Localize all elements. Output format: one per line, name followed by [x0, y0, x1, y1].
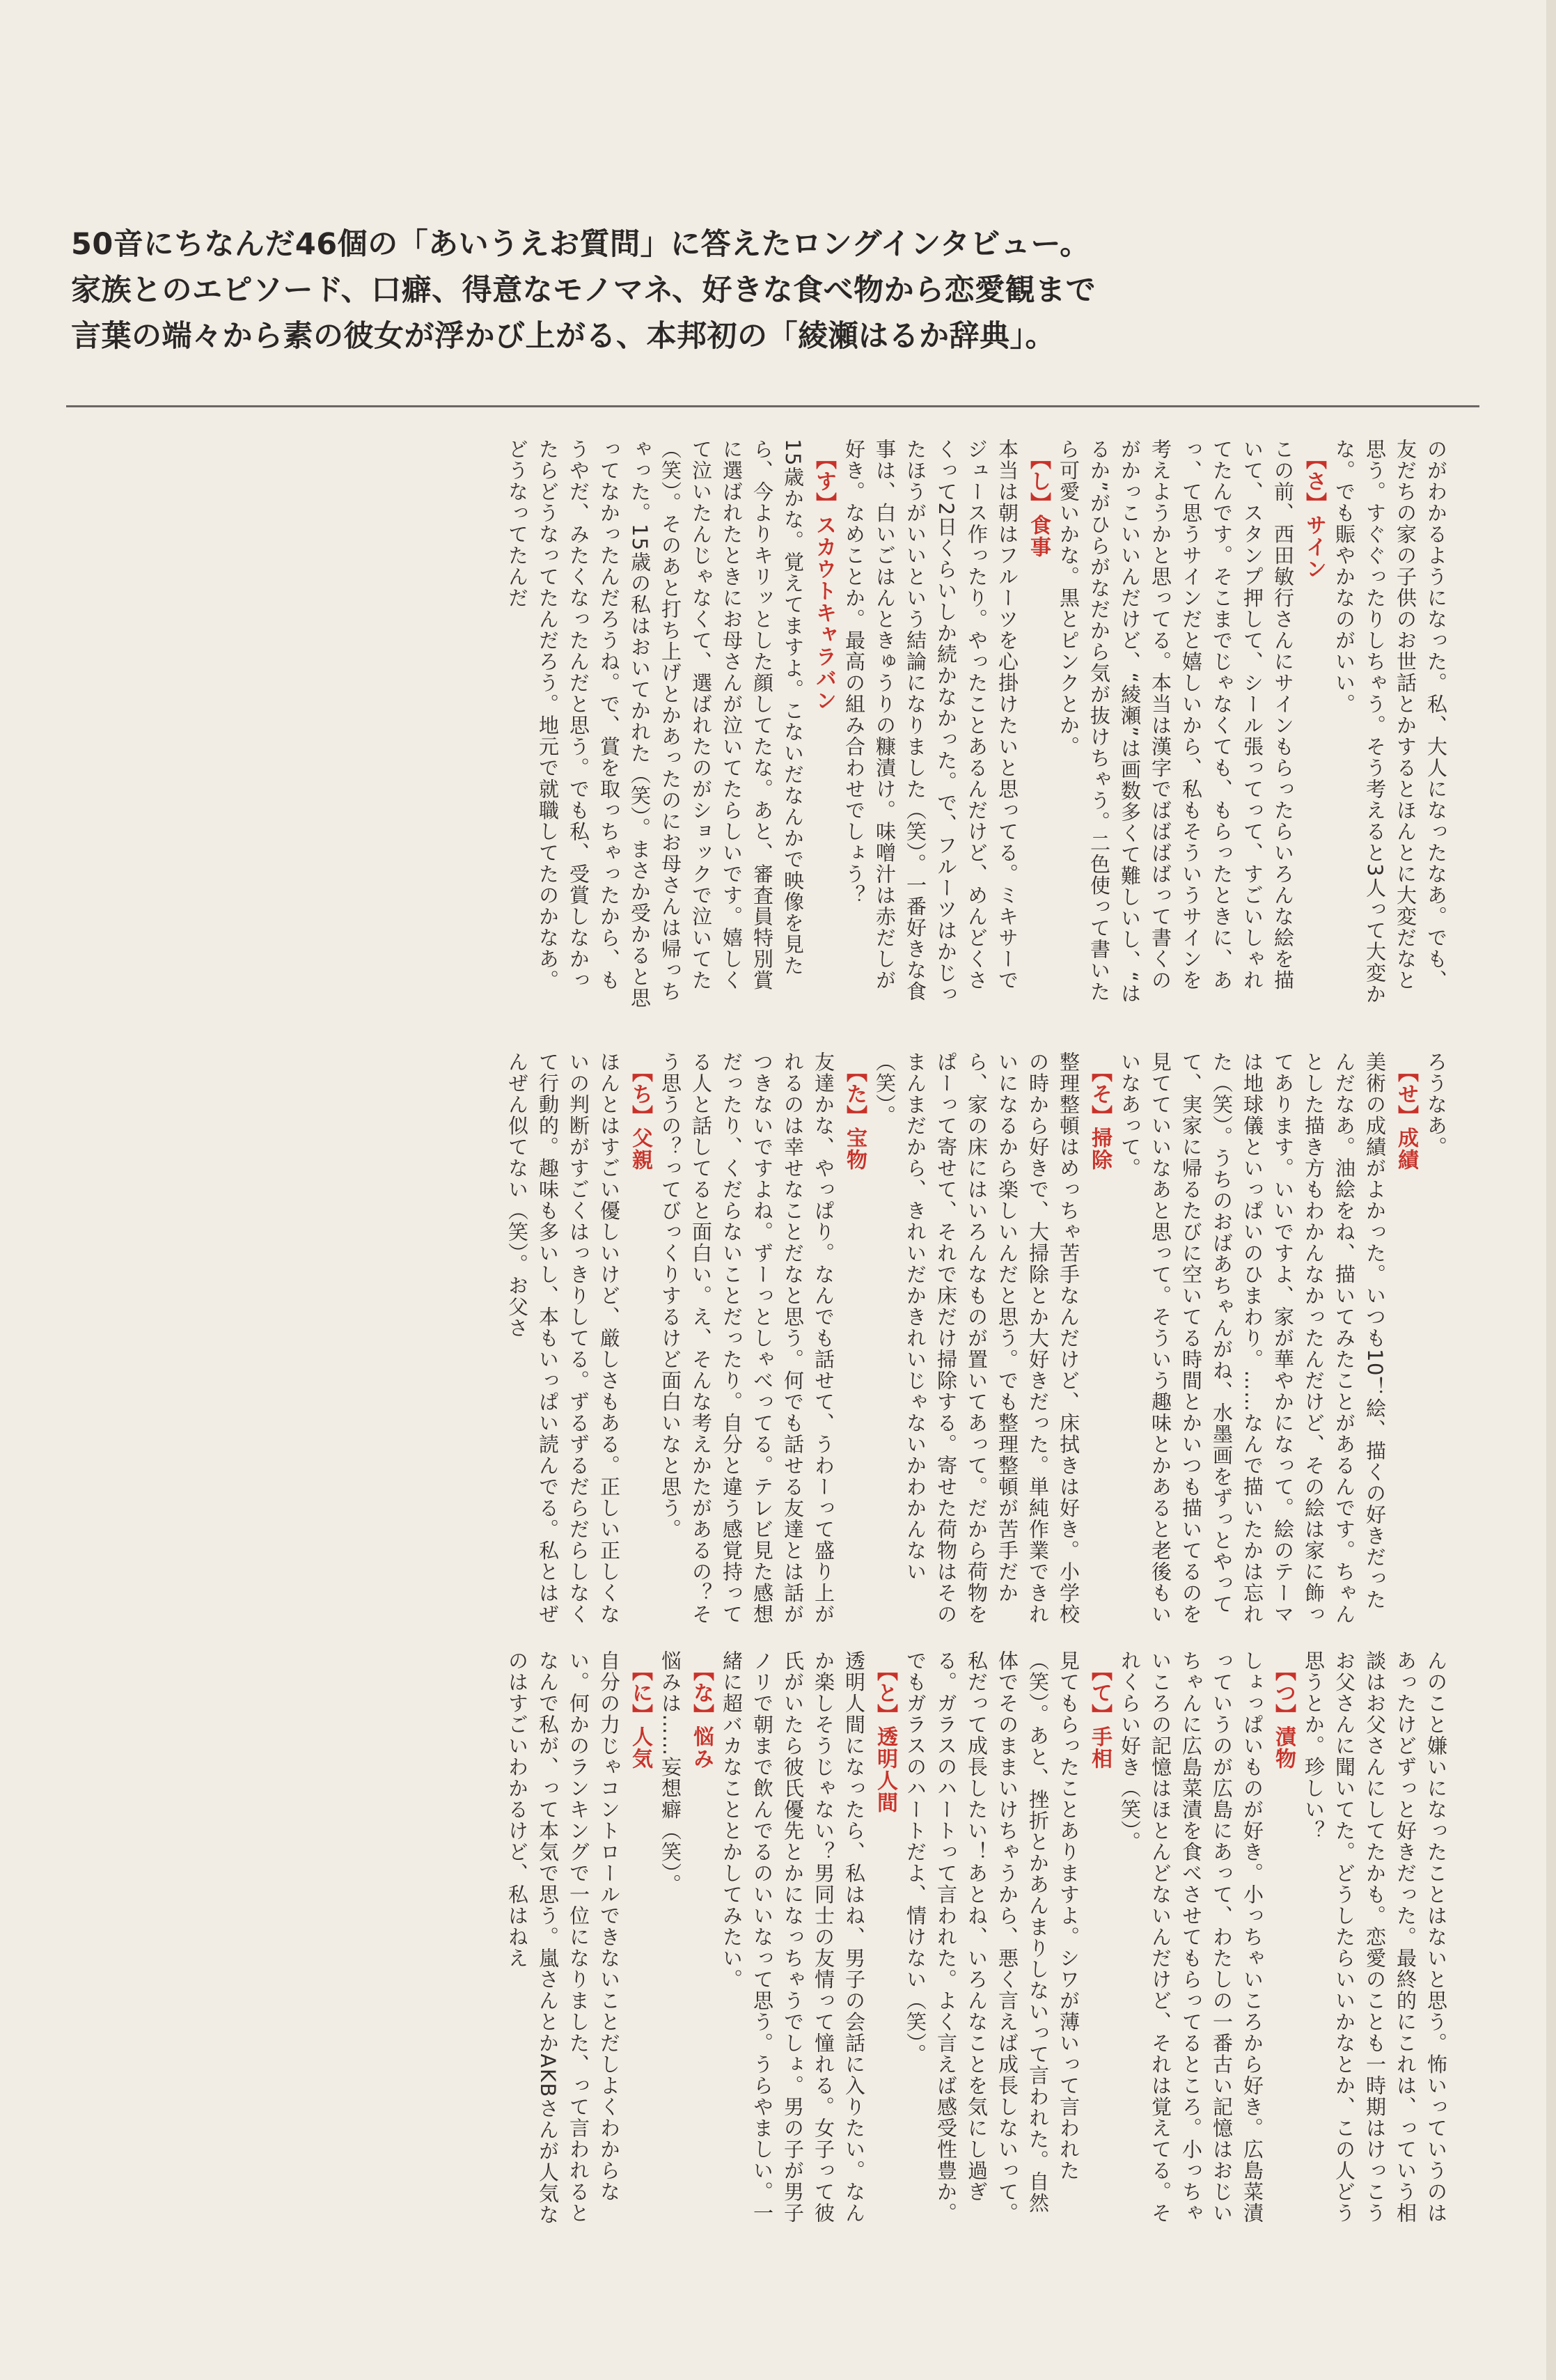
- intro-line-3: 言葉の端々から素の彼女が浮かび上がる、本邦初の「綾瀬はるか辞典」。: [71, 319, 1055, 354]
- entry-tsu-pickles: [1115, 1650, 1298, 2228]
- entry-so-cleaning: [870, 1051, 1115, 1629]
- entry-heading: 【つ】漬物: [1271, 1660, 1296, 1770]
- entry-heading: 【と】透明人間: [873, 1660, 897, 1814]
- entry-ni-popularity: [502, 1650, 655, 2228]
- entry-heading: 【な】悩み: [689, 1660, 714, 1770]
- entry-body: んのこと嫌いになったことはないと思う。怖いっていうのはあったけどずっと好きだった。最終的にこれは、っていう相談はお父さんにしてたかも。恋愛のことも一時期はけっこうお父さんに聞いてた。どうしたらいいかなとか、この人どう思うとか。珍しい？: [1302, 1650, 1448, 2224]
- entry-su-scout-caravan: [502, 439, 839, 1010]
- entry-body: 整理整頓はめっちゃ苦手なんだけど、床拭きは好き。小学校の時から好きで、大掃除とか大好きだった。単純作業できれいになるから楽しいんだと思う。でも整理整頓が苦手だから、家の床にはいろんなものが置いてあって。だから荷物をぱーって寄せて、それで床だけ掃除する。寄せた荷物はそのまんまだから、きれいだかきれいじゃないかわかんない（笑）。: [873, 1051, 1080, 1625]
- entry-continuation: [1298, 1650, 1452, 2228]
- text-tier-1: [66, 439, 1452, 1010]
- entry-body: ろうなあ。: [1424, 1051, 1448, 1158]
- entry-heading: 【す】スカウトキャラバン: [812, 448, 836, 712]
- entry-continuation: [1421, 1051, 1452, 1629]
- intro-block: [71, 221, 1484, 359]
- entry-body: 美術の成績がよかった。いつも10！絵、描くの好きだったんだなあ。油絵をね、描いてみたことがあるんです。ちゃんとした描き方もわかんなかったんだけど、その絵は家に飾ってあります。いいですよ、家が華やかになって。絵のテーマは地球儀といっぱいのひまわり。……なんで描いたかは忘れた（笑）。うちのおばあちゃんがね、水墨画をずっとやってて、実家に帰るたびに空いてる時間とかいつも描いてるのを見てていいなあと思って。そういう趣味とかあると老後もいいなあって。: [1118, 1051, 1387, 1625]
- entry-body: 本当は朝はフルーツを心掛けたいと思ってる。ミキサーでジュース作ったり。やったことあるんだけど、めんどくさくって2日くらいしか続かなかった。で、フルーツはかじったほうがいいという結論になりました（笑）。一番好きな食事は、白いごはんときゅうりの糠漬け。味噌汁は赤だしが好き。なめことか。最高の組み合わせでしょう？: [842, 439, 1019, 1005]
- text-tier-3: [66, 1650, 1452, 2228]
- entry-chi-father: [502, 1051, 655, 1629]
- entry-heading: 【ち】父親: [628, 1061, 652, 1171]
- entry-sa-sign: [1053, 439, 1329, 1010]
- entry-body: 透明人間になったら、私はね、男子の会話に入りたい。なんか楽しそうじゃない？男同士の友情って憧れる。女子って彼氏がいたら彼氏優先とかになっちゃうでしょ。男の子が男子ノリで朝まで飲んでるのいいなって思う。うらやましい。一緒に超バカなこととかしてみたい。: [720, 1650, 866, 2224]
- entry-se-grades: [1115, 1051, 1421, 1629]
- entry-body: のがわかるようになった。私、大人になったなあ。でも、友だちの家の子供のお世話とかするとほんとに大変だなと思う。すぐぐったりしちゃう。そう考えると3人って大変かな。でも賑やかなのがいい。: [1333, 439, 1448, 1005]
- entry-te-palm: [900, 1650, 1115, 2228]
- intro-line-2: 家族とのエピソード、口癖、得意なモノマネ、好きな食べ物から恋愛観まで: [71, 273, 1097, 308]
- text-tier-2: [66, 1051, 1452, 1629]
- entry-body: この前、西田敏行さんにサインもらったらいろんな絵を描いて、スタンプ押して、シール張ってって、すごいしゃれてたんです。そこまでじゃなくても、もらったときに、あっ、て思うサインだと嬉しいから、私もそういうサインを考えようかと思ってる。本当は漢字でばばばばって書くのがかっこいいんだけど、“綾瀬”は画数多くて難しいし、“はるか”がひらがなだから気が抜けちゃう。二色使って書いたら可愛いかな。黒とピンクとか。: [1057, 439, 1295, 1005]
- intro-line-1: 50音にちなんだ46個の「あいうえお質問」に答えたロングインタビュー。: [71, 227, 1090, 262]
- entry-body: 15歳かな。覚えてますよ。こないだなんかで映像を見たら、今よりキリッとした顔してたな。あと、審査員特別賞に選ばれたときにお母さんが泣いてたらしいです。嬉しくて泣いたんじゃなくて、選ばれたのがショックで泣いてた（笑）。そのあと打ち上げとかあったのにお母さんは帰っちゃった。15歳の私はおいてかれた（笑）。まさか受かると思ってなかったんだろうね。で、賞を取っちゃったから、もうやだ、みたくなったんだと思う。でも私、受賞しなかったらどうなってたんだろう。地元で就職してたのかなあ。どうなってたんだ: [505, 439, 805, 1009]
- entry-heading: 【し】食事: [1026, 448, 1051, 558]
- entry-body: 悩みは……妄想癖（笑）。: [659, 1650, 682, 1895]
- entry-heading: 【せ】成績: [1394, 1061, 1418, 1171]
- divider-rule: [66, 405, 1479, 407]
- entry-heading: 【た】宝物: [842, 1061, 867, 1171]
- entry-ta-treasure: [655, 1051, 870, 1629]
- entry-body: しょっぱいものが好き。小っちゃいころから好き。広島菜漬っていうのが広島にあって、わたしの一番古い記憶はおじいちゃんに広島菜漬を食べさせてもらってるところ。小っちゃいころの記憶はほとんどないんだけど、それは覚えてる。それくらい好き（笑）。: [1118, 1650, 1264, 2224]
- entry-heading: 【て】手相: [1087, 1660, 1112, 1770]
- entry-continuation: [1329, 439, 1452, 1010]
- entry-body: 友達かな、やっぱり。なんでも話せて、うわーって盛り上がれるのは幸せなことだなと思う。何でも話せる友達とは話がつきないですよね。ずーっとしゃべってる。テレビ見た感想だったり、くだらないことだったり。自分と違う感覚持ってる人と話してると面白い。え、そんな考えかたがあるの？そう思うの？ってびっくりするけど面白いなと思う。: [659, 1051, 835, 1625]
- entry-to-invisible: [716, 1650, 900, 2228]
- entry-body: ほんとはすごい優しいけど、厳しさもある。正しい正しくないの判断がすごくはっきりしてる。ずるずるだらだらしなくて行動的。趣味も多いし、本もいっぱい読んでる。私とはぜんぜん似てない（笑）。お父さ: [505, 1051, 621, 1625]
- entry-heading: 【に】人気: [628, 1660, 652, 1770]
- entry-body: 見てもらったことありますよ。シワが薄いって言われた（笑）。あと、挫折とかあんまりしないって言われた。自然体でそのままいけちゃうから、悪く言えば成長しないって。私だって成長したい！あとね、いろんなことを気にし過ぎる。ガラスのハートって言われた。よく言えば感受性豊か。でもガラスのハートだよ、情けない（笑）。: [904, 1650, 1080, 2224]
- entry-body: 自分の力じゃコントロールできないことだしよくわからない。何かのランキングで一位になりました、って言われるとなんで私が、って本気で思う。嵐さんとかAKBさんが人気なのはすごいわかるけど、私はねえ: [505, 1650, 621, 2225]
- entry-heading: 【さ】サイン: [1302, 448, 1326, 580]
- entry-heading: 【そ】掃除: [1087, 1061, 1112, 1171]
- entry-shi-meal: [839, 439, 1053, 1010]
- entry-na-worries: [655, 1650, 716, 2228]
